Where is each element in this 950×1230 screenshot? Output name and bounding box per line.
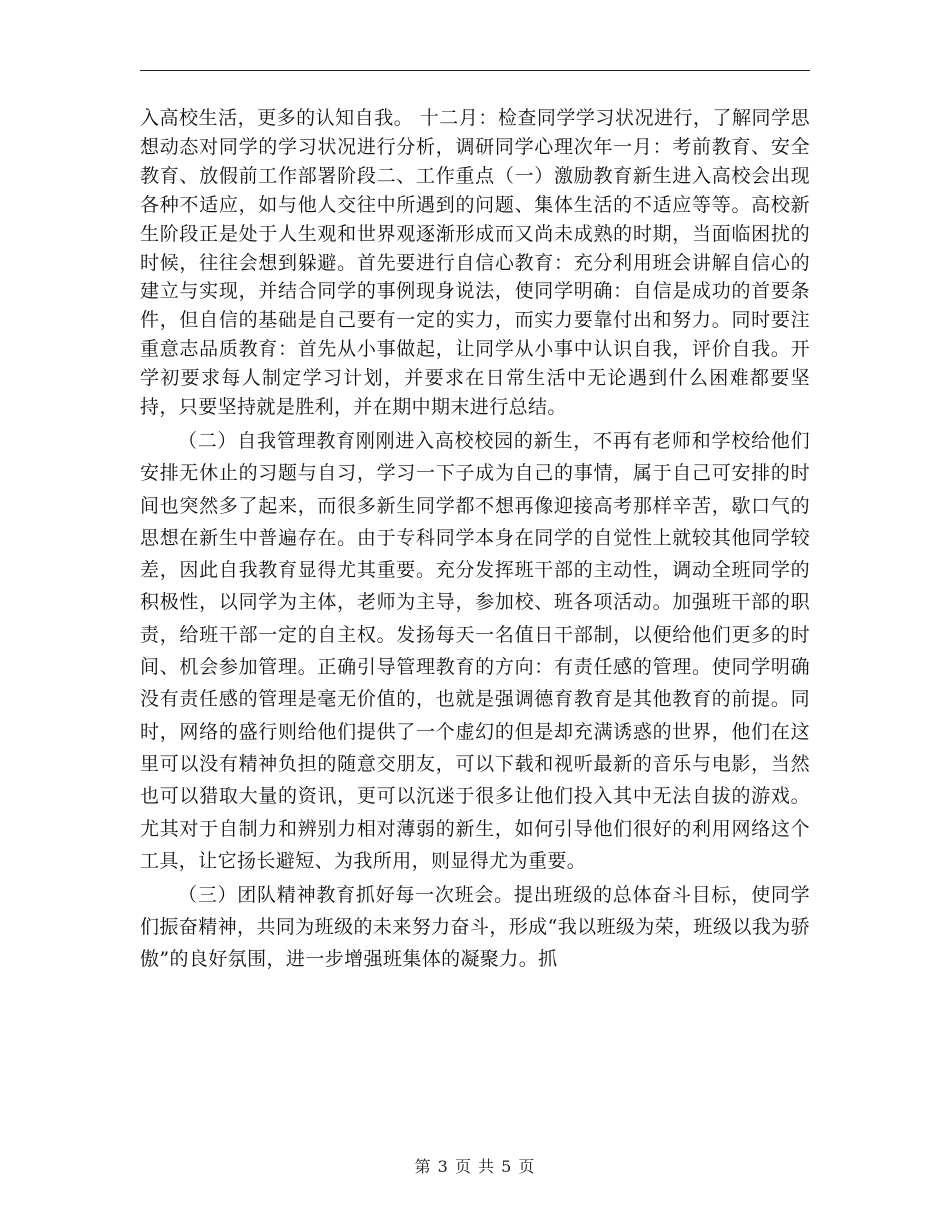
header-rule bbox=[140, 70, 810, 71]
paragraph-1: 入高校生活，更多的认知自我。 十二月：检查同学学习状况进行，了解同学思想动态对同学的学习状况进行分析，调研同学心理次年一月：考前教育、安全教育、放假前工作部署阶段二、工作重点（一）激励教育新生进入高校会出现各种不适应，如与他人交往中所遇到的问题、集体生活的不适应等等。高校新生阶段正是处于人生观和世界观逐渐形成而又尚未成熟的时期，当面临困扰的时候，往往会想到躲避。首先要进行自信心教育：充分利用班会讲解自信心的建立与实现，并结合同学的事例现身说法，使同学明确：自信是成功的首要条件，但自信的基础是自己要有一定的实力，而实力要靠付出和努力。同时要注重意志品质教育：首先从小事做起，让同学从小事中认识自我，评价自我。开学初要求每人制定学习计划，并要求在日常生活中无论遇到什么困难都要坚持，只要坚持就是胜利，并在期中期末进行总结。 bbox=[140, 107, 810, 419]
paragraph-2: （二）自我管理教育刚刚进入高校校园的新生，不再有老师和学校给他们安排无休止的习题与自习，学习一下子成为自己的事情，属于自己可安排的时间也突然多了起来，而很多新生同学都不想再像迎接高考那样辛苦，歇口气的思想在新生中普遍存在。由于专科同学本身在同学的自觉性上就较其他同学较差，因此自我教育显得尤其重要。充分发挥班干部的主动性，调动全班同学的积极性，以同学为主体，老师为主导，参加校、班各项活动。加强班干部的职责，给班干部一定的自主权。发扬每天一名值日干部制，以便给他们更多的时间、机会参加管理。正确引导管理教育的方向：有责任感的管理。使同学明确没有责任感的管理是毫无价值的，也就是强调德育教育是其他教育的前提。同时，网络的盛行则给他们提供了一个虚幻的但是却充满诱惑的世界，他们在这里可以没有精神负担的随意交朋友，可以下载和视听最新的音乐与电影，当然也可以猎取大量的资讯，更可以沉迷于很多让他们投入其中无法自拔的游戏。尤其对于自制力和辨别力相对薄弱的新生，如何引导他们很好的利用网络这个工具，让它扬长避短、为我所用，则显得尤为重要。 bbox=[140, 429, 810, 872]
document-body bbox=[140, 104, 810, 976]
paragraph-3: （三）团队精神教育抓好每一次班会。提出班级的总体奋斗目标，使同学们振奋精神，共同为班级的未来努力奋斗，形成“我以班级为荣，班级以我为骄傲”的良好氛围，进一步增强班集体的凝聚力。抓 bbox=[140, 884, 810, 970]
page-number-footer: 第 3 页 共 5 页 bbox=[414, 1157, 536, 1176]
